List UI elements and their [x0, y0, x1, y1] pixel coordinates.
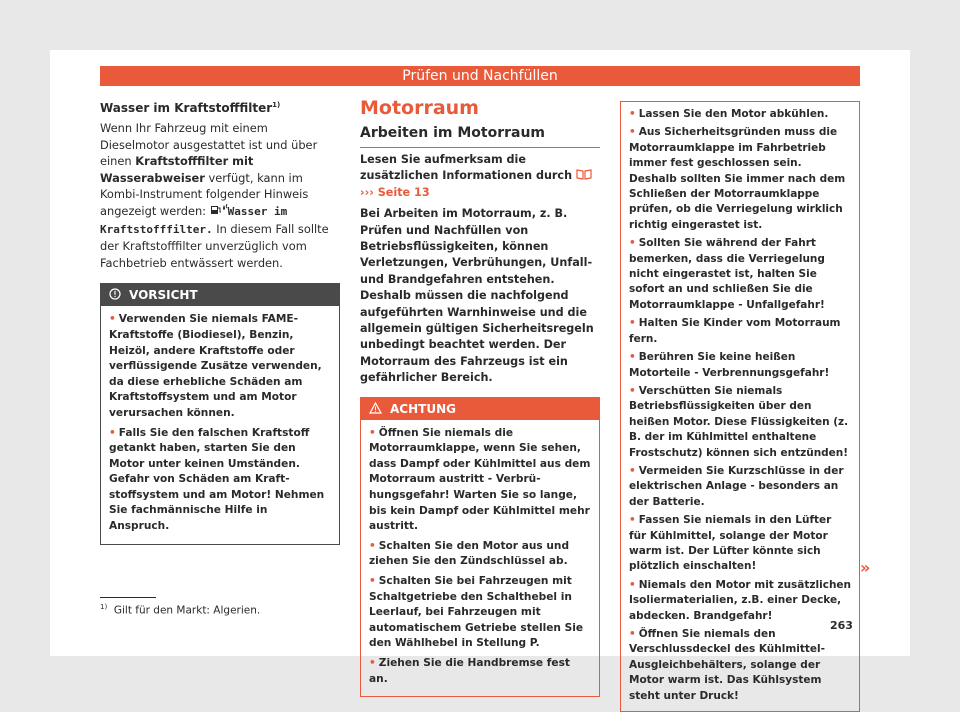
- achtung-continued-box: [620, 101, 860, 712]
- list-item: [629, 464, 851, 510]
- footnote-ref: 1): [272, 101, 281, 109]
- bullet-icon: •: [629, 237, 636, 250]
- bullet-icon: •: [629, 384, 636, 397]
- list-item: [369, 539, 591, 570]
- list-item-text: Falls Sie den falschen Kraftstoff getankt haben, starten Sie den Motor unter keinen Umständen. Gefahr von Schäden am Kraftstoffsystem und am Motor! Nehmen Sie fachmännische Hilfe in Anspruch.: [109, 426, 325, 533]
- fuel-filter-text-a: Wenn Ihr Fahrzeug mit einem Dieselmotor ausgestattet ist und über einen: [100, 121, 318, 169]
- display-message: Wasser im Kraftstofffilter.: [100, 204, 288, 236]
- continue-arrow-icon: »: [860, 558, 871, 577]
- list-item-text: Öffnen Sie niemals die Motorraumklappe, wenn Sie sehen, dass Dampf oder Kühlmittel aus dem Motorraum austritt - Verbrühungsgefahr! Warten Sie so lange, bis kein Dampf oder Kühlmittel mehr austritt.: [369, 426, 591, 533]
- vorsicht-box: [100, 283, 340, 544]
- bullet-icon: •: [369, 657, 376, 669]
- fuel-filter-paragraph: [100, 120, 340, 271]
- book-icon: [576, 169, 592, 180]
- list-item-text: Berühren Sie keine heißen Motorteile - Verbrennungsgefahr!: [629, 351, 830, 379]
- fuel-water-icon: [210, 203, 228, 215]
- section-subtitle: Arbeiten im Motorraum: [360, 125, 600, 148]
- fuel-filter-text-d: In diesem Fall sollte der Kraftstofffilter unverzüglich vom Fachbetrieb entwässert werden.: [100, 221, 329, 270]
- list-item-text: Vermeiden Sie Kurzschlüsse in der elektrischen Anlage - besonders an der Batterie.: [629, 464, 844, 508]
- page-reference-text: ››› Seite 13: [360, 185, 430, 199]
- vorsicht-body: [101, 306, 339, 543]
- list-item-text: Aus Sicherheitsgründen muss die Motorraumklappe im Fahrbetrieb immer fest geschlossen sein. Deshalb sollten Sie immer nach dem Schließen der Motorraumklappe prüfen, ob die Verriegelung wirklich richtig eingerastet ist.: [629, 126, 846, 231]
- fuel-filter-text-b: Kraftstofffilter mit Wasserabweiser: [100, 154, 254, 185]
- list-item-text: Öffnen Sie niemals den Verschlussdeckel des Kühlmittel-Ausgleichbehälters, solange der Motor warm ist. Das Kühlsystem steht unter Druck!: [629, 628, 826, 702]
- list-item-text: Lassen Sie den Motor abkühlen.: [638, 108, 829, 120]
- list-item-text: Sollten Sie während der Fahrt bemerken, dass die Verriegelung nicht eingerastet ist, halten Sie sofort an und schließen Sie die Motorraumklappe - Unfallgefahr!: [629, 237, 825, 311]
- section-header: Prüfen und Nachfüllen: [100, 66, 860, 86]
- info-circle-icon: [109, 288, 121, 300]
- warning-triangle-icon: [369, 402, 382, 414]
- list-item: [109, 312, 331, 421]
- fuel-filter-heading-text: Wasser im Kraftstofffilter: [100, 101, 273, 115]
- list-item: [369, 656, 591, 687]
- list-item: [369, 426, 591, 535]
- bullet-icon: •: [629, 514, 636, 527]
- list-item-text: Fassen Sie niemals in den Lüfter für Kühlmittel, solange der Motor warm ist. Der Lüfter könnte sich plötzlich einschalten!: [629, 514, 832, 573]
- list-item-text: Verwenden Sie niemals FAME-Kraftstoffe (Biodiesel), Benzin, Heizöl, andere Kraftstoffe oder verflüssigende Zusätze verwenden, da diese erhebliche Schäden am Kraftstoffsystem und am Motor verursachen können.: [109, 313, 322, 419]
- bullet-icon: •: [629, 464, 636, 477]
- intro-text: Lesen Sie aufmerksam die zusätzlichen Informationen durch: [360, 153, 573, 183]
- manual-page: [50, 50, 910, 702]
- list-item: [629, 125, 851, 233]
- bullet-icon: •: [629, 317, 636, 330]
- fuel-filter-text-c: verfügt, kann im Kombi-Instrument folgender Hinweis angezeigt werden:: [100, 170, 309, 218]
- achtung-box: [360, 397, 600, 698]
- engine-bay-paragraph: Bei Arbeiten im Motorraum, z. B. Prüfen und Nachfüllen von Betriebsflüssigkeiten, können Verletzungen, Verbrühungen, Unfall- und Brandgefahren entstehen. Deshalb müssen die nachfolgend aufgeführten Warnhinweise und die allgemein gültigen Sicherheitsregeln unbedingt beachtet werden. Der Motorraum des Fahrzeugs ist ein gefährlicher Bereich.: [360, 207, 594, 385]
- bullet-icon: •: [629, 351, 636, 364]
- column-fuel-filter: [100, 97, 340, 545]
- list-item: [629, 627, 851, 704]
- list-item-text: Verschütten Sie niemals Betriebsflüssigkeiten über den heißen Motor. Diese Flüssigkeiten (z. B. der im Kühlmittel enthaltene Frostschutz) können sich entzünden!: [629, 384, 849, 459]
- footnote: [100, 603, 260, 617]
- list-item: [629, 236, 851, 313]
- chapter-title: Motorraum: [360, 97, 479, 119]
- list-item-text: Niemals den Motor mit zusätzlichen Isoliermaterialien, z.B. einer Decke, abdecken. Brandgefahr!: [629, 578, 852, 622]
- list-item-text: Ziehen Sie die Handbremse fest an.: [369, 657, 570, 685]
- list-item: [369, 574, 591, 652]
- achtung-body: [361, 420, 599, 697]
- bullet-icon: •: [629, 126, 636, 139]
- bullet-icon: •: [369, 426, 376, 439]
- bullet-icon: •: [629, 628, 636, 640]
- list-item: [629, 107, 851, 122]
- column-engine-bay: [360, 95, 600, 697]
- list-item-text: Schalten Sie bei Fahrzeugen mit Schaltgetriebe den Schalthebel in Leerlauf, bei Fahrzeugen mit automatischem Getriebe stellen Sie den Wählhebel in Stellung P.: [369, 575, 584, 650]
- bullet-icon: •: [629, 578, 636, 591]
- list-item: [629, 578, 851, 624]
- footnote-marker: 1): [100, 603, 108, 611]
- list-item-text: Halten Sie Kinder vom Motorraum fern.: [629, 317, 841, 345]
- bullet-icon: •: [629, 108, 636, 120]
- achtung-label: ACHTUNG: [390, 401, 456, 416]
- column-warning-continued: [620, 101, 860, 712]
- vorsicht-label: VORSICHT: [129, 288, 198, 303]
- bullet-icon: •: [109, 426, 116, 439]
- bullet-icon: •: [369, 575, 376, 588]
- footnote-text: Gilt für den Markt: Algerien.: [113, 604, 261, 617]
- list-item: [629, 384, 851, 461]
- intro-paragraph: [360, 152, 600, 201]
- fuel-filter-heading: [100, 97, 340, 116]
- list-item: [109, 426, 331, 535]
- page-number: 263: [830, 619, 853, 632]
- achtung-header: [361, 398, 599, 420]
- bullet-icon: •: [369, 539, 376, 552]
- list-item-text: Schalten Sie den Motor aus und ziehen Sie den Zündschlüssel ab.: [369, 539, 570, 568]
- list-item: [629, 350, 851, 381]
- vorsicht-header: [101, 284, 339, 306]
- list-item: [629, 316, 851, 347]
- footnote-divider: [100, 597, 156, 598]
- list-item: [629, 513, 851, 575]
- bullet-icon: •: [109, 313, 116, 326]
